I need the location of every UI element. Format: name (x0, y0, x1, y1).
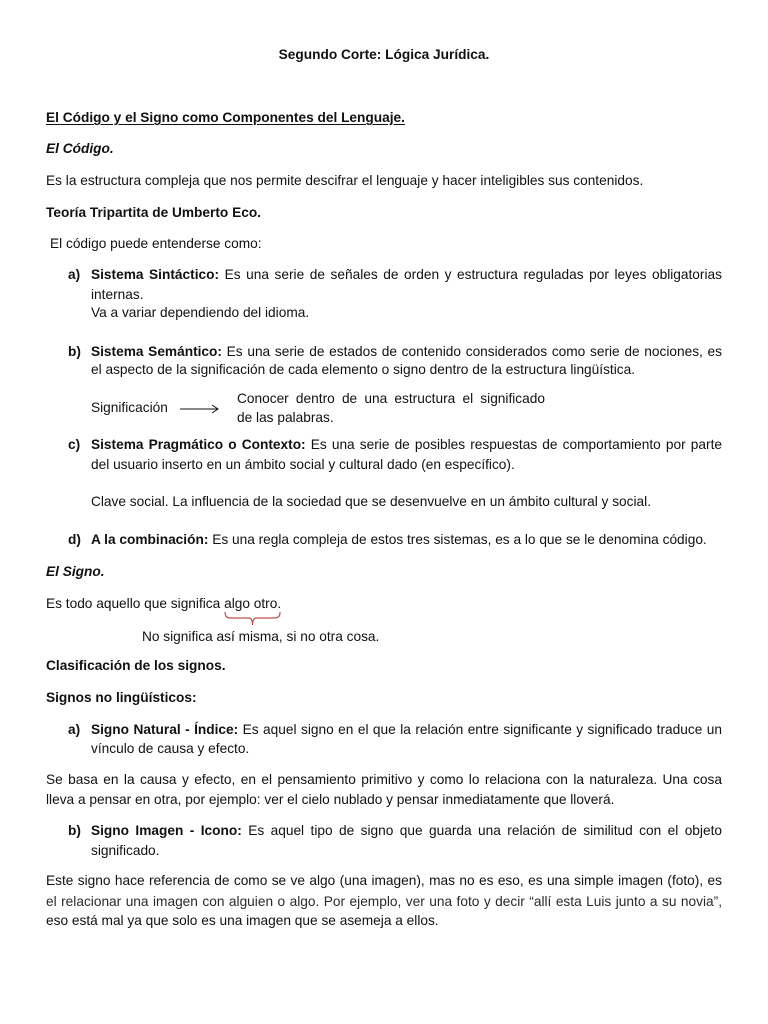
item-text: Es aquel signo en el que la relación entre significante y significado traduce un (242, 722, 723, 737)
item-pragmatico-note: Clave social. La influencia de la sociedad que se desenvuelve en un ámbito cultural y social. (91, 494, 652, 509)
list-marker: a) (68, 722, 81, 737)
signo-definition-highlight (224, 594, 281, 614)
section-heading: El Código y el Signo como Componentes del Lenguaje. (46, 110, 405, 125)
annotation-meaning-line: de las palabras. (237, 410, 334, 425)
signo-imagen-explanation-line: Este signo hace referencia de como se ve algo (una imagen), mas no es eso, es una simple imagen (foto), es (46, 873, 722, 888)
classification-heading: Clasificación de los signos. (46, 658, 226, 673)
item-label: Sistema Sintáctico: (91, 267, 220, 282)
signo-natural-explanation-line: lleva a pensar en otra, por ejemplo: ver el cielo nublado y pensar inmediatamente que lloverá. (46, 792, 615, 807)
list-marker: c) (68, 437, 81, 452)
signo-natural-line (91, 720, 722, 740)
codigo-definition: Es la estructura compleja que nos permite descifrar el lenguaje y hacer inteligibles sus contenidos. (46, 173, 644, 188)
list-marker: a) (68, 267, 81, 282)
item-pragmatico-line: del usuario inserto en un ámbito social y cultural dado (en específico). (91, 457, 515, 472)
list-marker: d) (68, 532, 81, 547)
list-marker: b) (68, 823, 81, 838)
theory-heading: Teoría Tripartita de Umberto Eco. (46, 205, 261, 220)
document-title: Segundo Corte: Lógica Jurídica. (278, 47, 490, 62)
signo-imagen-line: significado. (91, 843, 160, 858)
item-text: Es aquel tipo de signo que guarda una relación de similitud con el objeto (248, 823, 722, 838)
signo-natural-line: vínculo de causa y efecto. (91, 741, 250, 756)
item-semantico-line: el aspecto de la significación de cada elemento o signo dentro de la estructura lingüística. (91, 362, 636, 377)
highlight-note: No significa así misma, si no otra cosa. (142, 629, 380, 644)
signo-imagen-line (91, 821, 722, 841)
item-text: Es una regla compleja de estos tres sistemas, es a lo que se le denomina código. (212, 532, 707, 547)
arrow-right-icon (180, 403, 220, 415)
signo-heading: El Signo. (46, 564, 105, 579)
underbrace-icon (224, 612, 281, 626)
item-label: Signo Natural - Índice: (91, 722, 239, 737)
signo-definition-text: Es todo aquello que significa (46, 596, 221, 611)
signo-imagen-explanation-line: el relacionar una imagen con alguien o algo. Por ejemplo, ver una foto y decir “allí esta Luis junto a su novia”, (46, 894, 722, 909)
item-pragmatico-line (91, 435, 722, 455)
codigo-intro: El código puede entenderse como: (50, 236, 262, 251)
annotation-term: Significación (91, 400, 168, 415)
item-text: Es una serie de estados de contenido considerados como serie de nociones, es (226, 344, 722, 359)
annotation-meaning-line: Conocer dentro de una estructura el significado (237, 391, 545, 406)
item-label: Signo Imagen - Icono: (91, 823, 242, 838)
signo-imagen-explanation-line: eso está mal ya que solo es una imagen que se asemeja a ellos. (46, 913, 439, 928)
item-text: Es una serie de posibles respuestas de comportamiento por parte (310, 437, 722, 452)
item-label: Sistema Semántico: (91, 344, 222, 359)
item-text: Es una serie de señales de orden y estructura reguladas por leyes obligatorias (224, 267, 722, 282)
item-sintactico-line: internas. (91, 287, 144, 302)
item-semantico-line (91, 342, 722, 362)
highlight-text: algo otro. (224, 596, 282, 611)
list-marker: b) (68, 344, 81, 359)
codigo-heading: El Código. (46, 141, 114, 156)
item-label: A la combinación: (91, 532, 209, 547)
signo-natural-explanation-line: Se basa en la causa y efecto, en el pensamiento primitivo y como lo relaciona con la naturaleza. Una cosa (46, 772, 722, 787)
item-sintactico-note: Va a variar dependiendo del idioma. (91, 305, 310, 320)
item-combinacion-line (91, 530, 722, 550)
non-linguistic-heading: Signos no lingüísticos: (46, 690, 197, 705)
item-label: Sistema Pragmático o Contexto: (91, 437, 306, 452)
item-sintactico-line (91, 265, 722, 285)
signo-definition (46, 594, 722, 614)
